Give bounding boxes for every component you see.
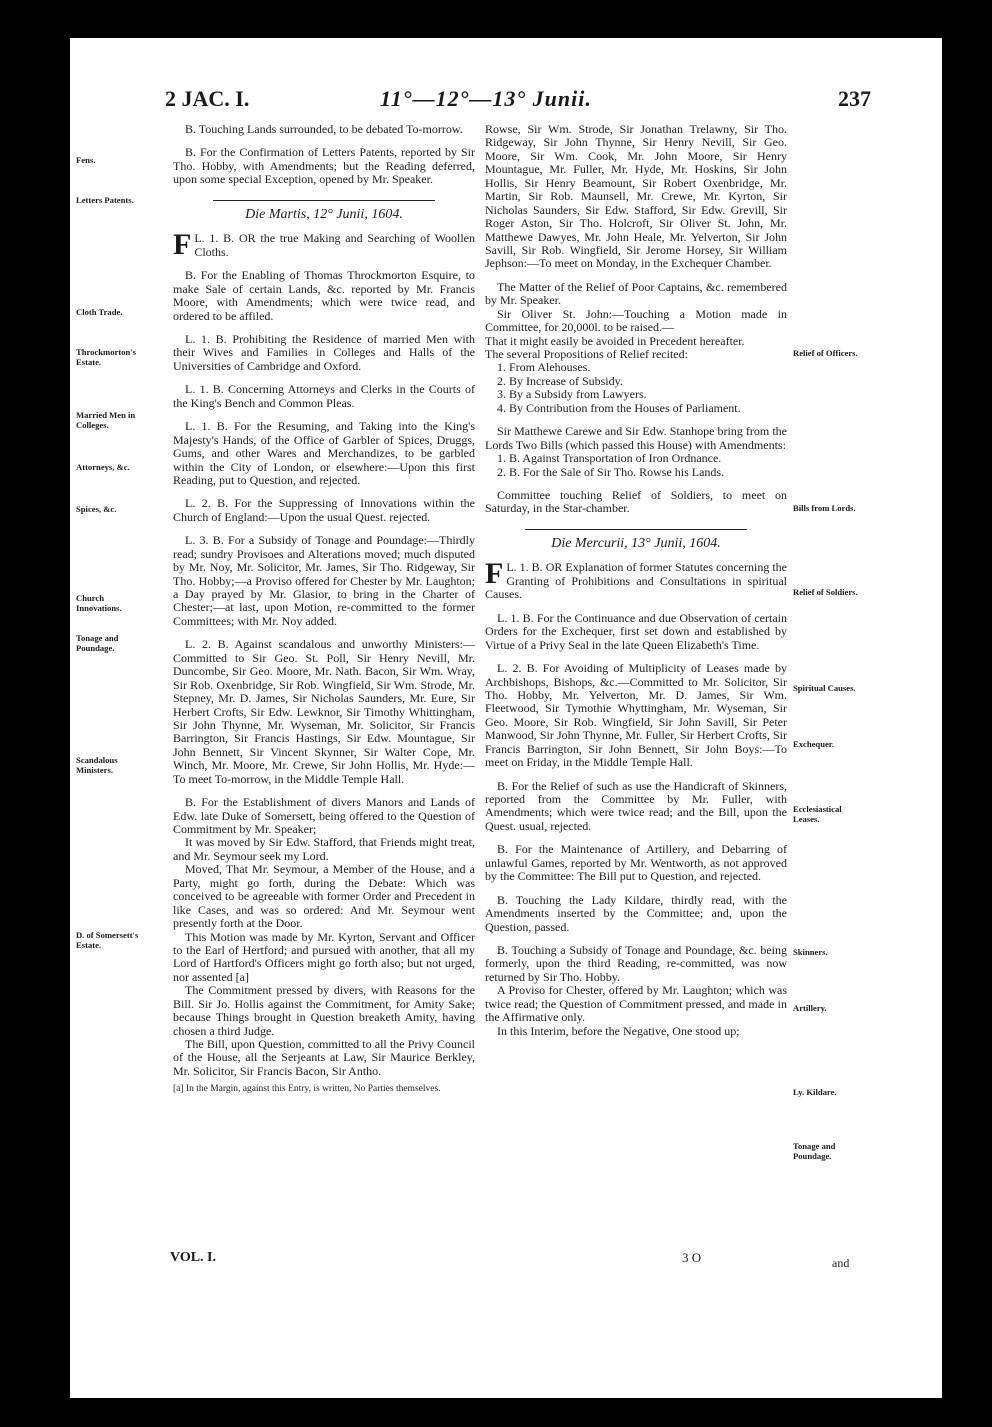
margin-note: Fens. [76, 155, 96, 165]
reading-label: L. 1. B. [506, 560, 543, 575]
entry: A Proviso for Chester, offered by Mr. Laughton; which was twice read; the Question of Commitment pressed, and made in the Affirmative only. [485, 983, 787, 1025]
entry: Committee touching Relief of Soldiers, to meet on Saturday, in the Star-chamber. [485, 487, 787, 516]
entry: B. For the Establishment of divers Manors and Lands of Edw. late Duke of Somersett, being offered to the Question of Commitment by Mr. Speaker; [173, 795, 475, 837]
entry: L. 2. B. Against scandalous and unworthy Ministers:—Committed to Sir Geo. St. Poll, Sir Henry Nevill, Mr. Duncombe, Sir Geo. Moore, Mr. Nath. Bacon, Sir Wm. Wray, Sir Rob. Oxenbridge, Sir Rob. Wingfield, Sir Wm. Strode, Mr. Stepney, Mr. D. James, Sir Nicholas Saunders, Mr. Eure, Sir Herbert Crofts, Sir Edw. Lewknor, Sir Timothy Whittingham, Sir John Thynne, Mr. Wyseman, Mr. Solicitor, Sir Francis Barrington, Sir Francis Hastings, Sir Edw. Mountague, Sir John Bennett, Sir Vincent Skynner, Sir Walter Cope, Mr. Winch, Mr. Moore, Mr. Crewe, Sir John Hollis, Mr. Hyde:—To meet To-morrow, in the Middle Temple Hall. [173, 637, 475, 786]
list-item: 1. B. Against Transportation of Iron Ordnance. [497, 451, 722, 466]
entry [485, 557, 788, 602]
entry: L. 2. B. For Avoiding of Multiplicity of Leases made by Archbishops, Bishops, &c.—Committed to Mr. Solicitor, Sir Tho. Hobby, Mr. Yelverton, Mr. D. James, Sir Wm. Fleetwood, Sir Tymothie Whyttingham, Mr. Wyseman, Sir Geo. Moore, Sir Rob. Wingfield, Sir John Savill, Sir Peter Manwood, Sir John Thynne, Mr. Fuller, Sir Herbert Crofts, Sir Francis Barrington, Sir John Bennett, Sir John Boys:—To meet on Friday, in the Middle Temple Hall. [485, 661, 787, 770]
entry: The Matter of the Relief of Poor Captains, &c. remembered by Mr. Speaker. [485, 279, 787, 308]
entry: B. Touching Lands surrounded, to be debated To-morrow. [185, 122, 463, 136]
margin-note: Attorneys, &c. [76, 462, 130, 472]
margin-note: D. of Somersett's Estate. [76, 930, 139, 950]
entry: L. 1. B. Concerning Attorneys and Clerks in the Courts of the King's Bench and Common Pleas. [173, 382, 475, 410]
entry: L. 1. B. For the Continuance and due Observation of certain Orders for the Exchequer, first set down and established by Virtue of a Privy Seal in the late Queen Elizabeth's Time. [485, 610, 787, 652]
entry: B. Touching the Lady Kildare, thirdly read, with the Amendments inserted by the Committee; and, upon the Question, passed. [485, 892, 787, 934]
reading-label: L. 1. B. [194, 231, 235, 246]
margin-note: Married Men in Colleges. [76, 410, 136, 430]
margin-note: Scandalous Ministers. [76, 755, 118, 775]
list-item: 3. By a Subsidy from Lawyers. [497, 387, 647, 402]
drop-cap: F [485, 557, 504, 591]
margin-note: Bills from Lords. [793, 503, 856, 513]
document-page [70, 38, 942, 1398]
section-rule [525, 529, 747, 530]
entry-text: OR the true Making and Searching of Woollen Cloths. [194, 231, 476, 259]
list-item: 1. From Alehouses. [497, 360, 591, 375]
list-item: 4. By Contribution from the Houses of Parliament. [497, 400, 741, 415]
entry: Rowse, Sir Wm. Strode, Sir Jonathan Trelawny, Sir Tho. Ridgeway, Sir John Thynne, Sir Henry Nevill, Sir Geo. Moore, Sir Wm. Cook, Mr. John Moore, Sir Henry Mountague, Mr. Fuller, Mr. Hyde, Mr. Hoskins, Sir John Hollis, Sir Henry Beamount, Sir Robert Oxenbridge, Mr. Martin, Sir Rob. Maunsell, Mr. Crewe, Mr. Kyrton, Sir Nicholas Saunders, Sir Edw. Stafford, Sir Edw. Grevill, Sir Roger Aston, Sir Tho. Holcroft, Sir Oliver St. John, Mr. Matthewe Dawyes, Mr. John Heale, Mr. Yelverton, Sir John Savill, Sir Rob. Wingfield, Sir Jerome Horsey, Sir William Jephson:—To meet on Monday, in the Exchequer Chamber. [485, 122, 787, 271]
entry: Sir Matthewe Carewe and Sir Edw. Stanhope bring from the Lords Two Bills (which passed this House) with Amendments: [485, 424, 787, 452]
margin-note: Exchequer. [793, 739, 834, 749]
signature-mark: 3 O [682, 1250, 702, 1265]
entry: L. 3. B. For a Subsidy of Tonage and Poundage:—Thirdly read; sundry Provisoes and Alterations moved; much disputed by Mr. Noy, Mr. Solicitor, Mr. James, Sir Tho. Ridgeway, Sir Tho. Hobby;—a Proviso offered for Chester by Mr. Laughton; a Day prayed by Mr. Glasior, to bring in the Charter of Chester;—at last, upon Motion, re-committed to the former Committees; with Mr. Noy added. [173, 533, 475, 628]
margin-note: Artillery. [793, 1003, 827, 1013]
header-left: 2 JAC. I. [165, 86, 250, 111]
entry: B. Touching a Subsidy of Tonage and Poundage, &c. being formerly, upon the third Reading, re-committed, was now returned by Sir Tho. Hobby. [485, 942, 787, 984]
running-header [70, 86, 942, 120]
entry: The Commitment pressed by divers, with Reasons for the Bill. Sir Jo. Hollis against the Commitment, for Amity Sake; because Things brought in Question breaketh Amity, having chosen a third Judge. [173, 983, 475, 1038]
margin-note: Relief of Soldiers. [793, 587, 858, 597]
footnote: [a] In the Margin, against this Entry, is written, No Parties themselves. [173, 1084, 441, 1095]
lords-bills-list [485, 452, 787, 479]
margin-note: Cloth Trade. [76, 307, 123, 317]
entry: L. 1. B. Prohibiting the Residence of married Men with their Wives and Families in Colleges and Halls of the Universities of Cambridge and Oxford. [173, 332, 475, 373]
margin-note: Ecclesiastical Leases. [793, 804, 842, 824]
page-number: 237 [838, 86, 871, 111]
entry: B. For the Relief of such as use the Handicraft of Skinners, reported from the Committee by Mr. Fuller, with Amendments; which were twice read; and the Bill, upon the Quest. usual, rejected. [485, 778, 787, 833]
entry [173, 228, 476, 262]
entry: L. 2. B. For the Suppressing of Innovations within the Church of England:—Upon the usual Quest. rejected. [173, 496, 475, 524]
volume-label: VOL. I. [170, 1250, 217, 1265]
margin-note: Church Innovations. [76, 593, 122, 613]
entry: L. 1. B. For the Resuming, and Taking into the King's Majesty's Hands, of the Office of Garbler of Spices, Druggs, Gums, and other Wares and Merchandizes, to be garbled within the City of London, or elsewhere:—Upon this first Reading, put to Question, and rejected. [173, 419, 475, 487]
entry-text: OR Explanation of former Statutes concerning the Granting of Prohibitions and Consultations in spiritual Causes. [485, 560, 788, 602]
margin-note: Skinners. [793, 947, 828, 957]
section-rule [213, 200, 435, 201]
margin-note: Ly. Kildare. [793, 1087, 837, 1097]
margin-note: Spices, &c. [76, 504, 117, 514]
margin-note: Throckmorton's Estate. [76, 347, 137, 367]
margin-note: Relief of Officers. [793, 348, 858, 358]
margin-note: Tonage and Poundage. [76, 633, 119, 653]
entry: The several Propositions of Relief recited: [485, 347, 688, 361]
entry: This Motion was made by Mr. Kyrton, Servant and Officer to the Earl of Hertford; and pursued with another, that all my Lord of Hartford's Officers might go forth also; but not urged, nor assented [a] [173, 929, 475, 984]
drop-cap: F [173, 228, 192, 262]
right-column [485, 123, 787, 1038]
header-dates: 11°—12°—13° Junii. [380, 86, 592, 111]
left-column [173, 123, 475, 1095]
entry: It was moved by Sir Edw. Stafford, that Friends might treat, and Mr. Seymour seek my Lord. [173, 835, 475, 863]
margin-note: Letters Patents. [76, 195, 134, 205]
entry: In this Interim, before the Negative, One stood up; [497, 1023, 740, 1038]
list-item: 2. By Increase of Subsidy. [497, 373, 623, 388]
margin-note: Tonage and Poundage. [793, 1141, 836, 1161]
entry: B. For the Confirmation of Letters Patents, reported by Sir Tho. Hobby, with Amendments; but the Reading deferred, upon some special Exception, opened by Mr. Speaker. [173, 145, 475, 187]
catchword: and [832, 1256, 850, 1270]
entry: The Bill, upon Question, committed to all the Privy Council of the House, all the Serjeants at Law, Sir Maurice Berkley, Mr. Solicitor, Sir Francis Bacon, Sir Antho. [173, 1037, 475, 1078]
entry: That it might easily be avoided in Precedent hereafter. [485, 333, 745, 348]
entry: B. For the Enabling of Thomas Throckmorton Esquire, to make Sale of certain Lands, &c. reported by Mr. Francis Moore, with Amendments; which were twice read, and ordered to be affiled. [173, 268, 475, 323]
day-heading: Die Mercurii, 13° Junii, 1604. [551, 535, 721, 551]
entry: Moved, That Mr. Seymour, a Member of the House, and a Party, might go forth, during the Debate: Which was conceived to be agreeable with former Order and Precedent in like Cases, and was so ordered: And Mr. Seymour went presently forth at the Door. [173, 862, 475, 931]
margin-note: Spiritual Causes. [793, 683, 856, 693]
relief-list [485, 361, 787, 415]
day-heading: Die Martis, 12° Junii, 1604. [245, 206, 403, 222]
entry: B. For the Maintenance of Artillery, and Debarring of unlawful Games, reported by Mr. Wentworth, as not approved by the Committee: The Bill put to Question, and rejected. [485, 842, 787, 884]
entry: Sir Oliver St. John:—Touching a Motion made in Committee, for 20,000l. to be raised.— [485, 306, 787, 335]
list-item: 2. B. For the Sale of Sir Tho. Rowse his Lands. [497, 464, 725, 479]
